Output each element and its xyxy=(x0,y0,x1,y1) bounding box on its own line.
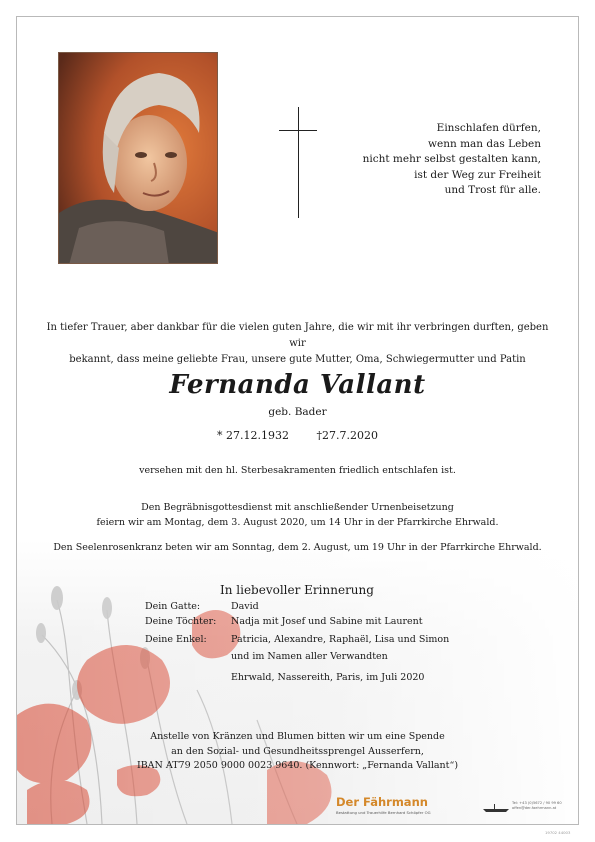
donation-line: Anstelle von Kränzen und Blumen bitten wir um eine Spende xyxy=(150,731,445,742)
funeral-line: Den Begräbnisgottesdienst mit anschließender Urnenbeisetzung xyxy=(141,502,454,513)
family-value: Nadja mit Josef und Sabine mit Laurent xyxy=(231,616,423,627)
place-date: Ehrwald, Nassereith, Paris, im Juli 2020 xyxy=(231,672,425,683)
boat-icon xyxy=(482,803,510,813)
family-value: Patricia, Alexandre, Raphaël, Lisa und Simon xyxy=(231,634,450,645)
brand-subtitle: Bestattung und Trauerhilfe Bernhard Schöpfer OG xyxy=(336,810,431,815)
poem xyxy=(330,121,541,199)
poem-line: nicht mehr selbst gestalten kann, xyxy=(362,153,541,165)
funeral-home-footer xyxy=(336,795,576,825)
document-ids: 19702 44003 xyxy=(545,830,571,835)
brand-logo-text: Der Fährmann xyxy=(336,795,428,809)
contact-line: Tel: +43 (0)5672 / 90 99 60 xyxy=(512,801,562,805)
rosary-info: Den Seelenrosenkranz beten wir am Sonntag, dem 2. August, um 19 Uhr in der Pfarrkirche Ehrwald. xyxy=(53,542,542,553)
maiden-name: geb. Bader xyxy=(268,406,327,418)
memory-title: In liebevoller Erinnerung xyxy=(220,583,374,597)
sacraments-text: versehen mit den hl. Sterbesakramenten friedlich entschlafen ist. xyxy=(139,465,456,476)
funeral-info xyxy=(40,500,555,530)
birth-date: * 27.12.1932 xyxy=(217,429,289,442)
intro-line: bekannt, dass meine geliebte Frau, unsere gute Mutter, Oma, Schwiegermutter und Patin xyxy=(69,354,526,365)
family-value: David xyxy=(231,601,259,612)
funeral-line: feiern wir am Montag, dem 3. August 2020, um 14 Uhr in der Pfarrkirche Ehrwald. xyxy=(96,517,499,528)
poem-line: ist der Weg zur Freiheit xyxy=(414,168,541,181)
cross-icon xyxy=(279,107,319,219)
life-dates xyxy=(0,429,595,442)
deceased-name: Fernanda Vallant xyxy=(169,370,426,400)
poem-line: und Trost für alle. xyxy=(444,184,541,196)
portrait-photo xyxy=(58,52,218,264)
poem-line: Einschlafen dürfen, xyxy=(436,122,541,134)
family-row xyxy=(145,599,259,615)
family-row xyxy=(145,614,423,630)
intro-line: In tiefer Trauer, aber dankbar für die vielen guten Jahre, die wir mit ihr verbringen durften, geben wir xyxy=(46,322,549,349)
family-label: Deine Enkel: xyxy=(145,634,207,645)
family-label: Deine Töchter: xyxy=(145,616,217,627)
contact-line: offen@der-faehrmann.at xyxy=(512,806,557,810)
family-row xyxy=(145,632,449,648)
family-label: Dein Gatte: xyxy=(145,601,201,612)
death-date: †27.7.2020 xyxy=(316,429,378,442)
relatives-text: und im Namen aller Verwandten xyxy=(231,651,388,662)
donation-request xyxy=(40,730,555,774)
announcement-intro xyxy=(45,320,550,368)
poem-line: wenn man das Leben xyxy=(428,137,541,150)
donation-line: an den Sozial- und Gesundheitssprengel Ausserfern, xyxy=(171,745,424,757)
brand-contact xyxy=(512,801,562,811)
donation-line: IBAN AT79 2050 9000 0023 9640. (Kennwort: „Fernanda Vallant“) xyxy=(136,760,459,771)
